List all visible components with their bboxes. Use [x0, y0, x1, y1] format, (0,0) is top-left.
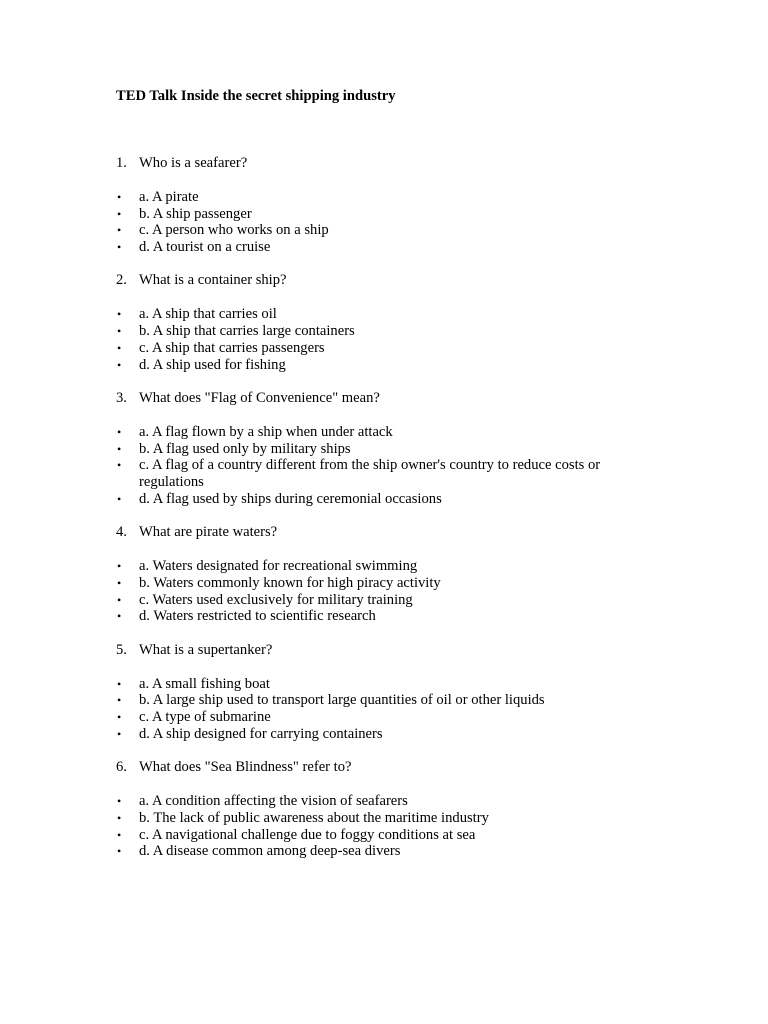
option-text: d. A flag used by ships during ceremonial occasions — [139, 490, 442, 507]
question-line — [116, 390, 656, 407]
option-text: c. A person who works on a ship — [139, 222, 329, 239]
option-text: d. A ship designed for carrying containers — [139, 725, 383, 742]
question-number: 3. — [116, 389, 127, 406]
bullet-icon: • — [117, 458, 122, 473]
bullet-icon: • — [117, 491, 122, 506]
option-list — [116, 424, 656, 508]
option-text: b. A ship that carries large containers — [139, 323, 355, 340]
option-text: d. A disease common among deep-sea divers — [139, 843, 401, 860]
option-item — [116, 575, 656, 592]
option-item — [116, 676, 656, 693]
option-text: c. A navigational challenge due to foggy conditions at sea — [139, 826, 476, 843]
question-text: What does "Sea Blindness" refer to? — [139, 759, 352, 776]
bullet-icon: • — [117, 240, 122, 255]
bullet-icon: • — [117, 324, 122, 339]
question-text: What does "Flag of Convenience" mean? — [139, 389, 380, 406]
bullet-icon: • — [117, 189, 122, 204]
bullet-icon: • — [117, 340, 122, 355]
option-text: c. A type of submarine — [139, 709, 271, 726]
bullet-icon: • — [117, 592, 122, 607]
question-line — [116, 524, 656, 541]
question-number: 5. — [116, 641, 127, 658]
option-text: b. A large ship used to transport large quantities of oil or other liquids — [139, 692, 545, 709]
option-text: d. Waters restricted to scientific research — [139, 608, 376, 625]
option-text: b. A ship passenger — [139, 205, 252, 222]
question-item — [116, 390, 656, 508]
option-item — [116, 189, 656, 206]
bullet-icon: • — [117, 575, 122, 590]
bullet-icon: • — [117, 710, 122, 725]
option-text: d. A tourist on a cruise — [139, 239, 271, 256]
option-text: c. A ship that carries passengers — [139, 339, 325, 356]
option-item — [116, 323, 656, 340]
option-item — [116, 608, 656, 625]
option-text: b. Waters commonly known for high piracy activity — [139, 574, 441, 591]
option-item — [116, 843, 656, 860]
option-item — [116, 709, 656, 726]
question-line — [116, 155, 656, 172]
option-text: d. A ship used for fishing — [139, 356, 286, 373]
option-item — [116, 793, 656, 810]
option-item — [116, 441, 656, 458]
bullet-icon: • — [117, 844, 122, 859]
question-text: What are pirate waters? — [139, 524, 278, 541]
bullet-icon: • — [117, 794, 122, 809]
option-item — [116, 222, 656, 239]
bullet-icon: • — [117, 693, 122, 708]
bullet-icon: • — [117, 810, 122, 825]
question-number: 4. — [116, 524, 127, 541]
question-number: 1. — [116, 155, 127, 171]
question-line — [116, 272, 656, 289]
question-line — [116, 759, 656, 776]
bullet-icon: • — [117, 424, 122, 439]
option-list — [116, 189, 656, 256]
question-item — [116, 524, 656, 625]
question-list — [116, 155, 656, 877]
option-item — [116, 558, 656, 575]
bullet-icon: • — [117, 827, 122, 842]
question-text: What is a container ship? — [139, 272, 287, 289]
option-item — [116, 692, 656, 709]
question-line — [116, 642, 656, 659]
option-list — [116, 793, 656, 860]
bullet-icon: • — [117, 726, 122, 741]
question-text: Who is a seafarer? — [139, 155, 248, 171]
option-item — [116, 726, 656, 743]
option-text: a. A pirate — [139, 188, 199, 205]
option-item — [116, 306, 656, 323]
option-text: b. A flag used only by military ships — [139, 440, 351, 457]
option-item — [116, 357, 656, 374]
bullet-icon: • — [117, 676, 122, 691]
question-item — [116, 155, 656, 256]
option-list — [116, 306, 656, 373]
question-number: 6. — [116, 759, 127, 776]
option-item — [116, 592, 656, 609]
option-text: c. Waters used exclusively for military training — [139, 591, 413, 608]
option-text: c. A flag of a country different from the ship owner's country to reduce costs or regulations — [139, 457, 601, 491]
bullet-icon: • — [117, 441, 122, 456]
option-item — [116, 206, 656, 223]
question-text: What is a supertanker? — [139, 641, 273, 658]
bullet-icon: • — [117, 206, 122, 221]
option-text: a. A condition affecting the vision of seafarers — [139, 793, 408, 810]
bullet-icon: • — [117, 223, 122, 238]
option-item — [116, 340, 656, 357]
question-item — [116, 759, 656, 860]
option-item — [116, 827, 656, 844]
bullet-icon: • — [117, 357, 122, 372]
question-number: 2. — [116, 272, 127, 289]
option-text: a. A flag flown by a ship when under attack — [139, 423, 393, 440]
option-item — [116, 424, 656, 441]
option-item — [116, 457, 656, 491]
option-text: a. Waters designated for recreational swimming — [139, 558, 418, 575]
option-list — [116, 676, 656, 743]
bullet-icon: • — [117, 609, 122, 624]
option-text: a. A small fishing boat — [139, 675, 270, 692]
option-text: b. The lack of public awareness about the maritime industry — [139, 809, 489, 826]
option-item — [116, 491, 656, 508]
option-item — [116, 239, 656, 256]
option-text: a. A ship that carries oil — [139, 306, 277, 323]
question-item — [116, 272, 656, 373]
document-title: TED Talk Inside the secret shipping industry — [116, 88, 396, 104]
bullet-icon: • — [117, 559, 122, 574]
question-item — [116, 642, 656, 743]
option-item — [116, 810, 656, 827]
bullet-icon: • — [117, 307, 122, 322]
option-list — [116, 558, 656, 625]
